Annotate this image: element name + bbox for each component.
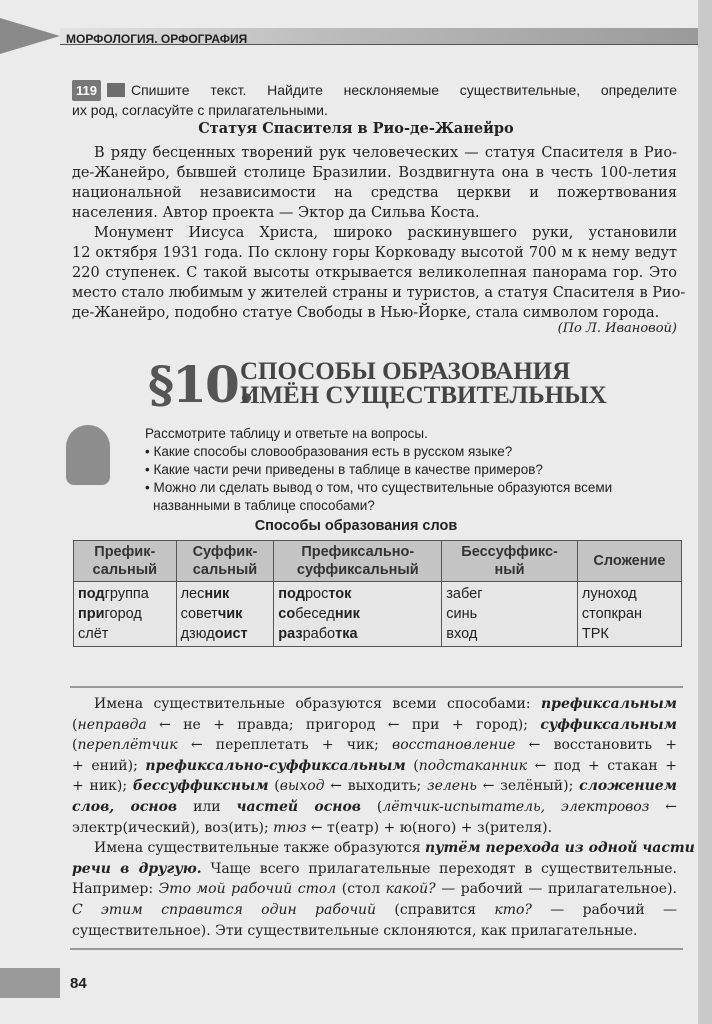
rule-line <box>72 756 677 777</box>
example-word <box>582 624 677 644</box>
example-word <box>278 604 437 624</box>
text-line: де-Жанейро, бывшей столице Бразилии. Воздвигнута она в честь 100-летия <box>72 165 677 181</box>
rule-line <box>72 715 677 736</box>
rule-segment: ( <box>405 757 419 774</box>
rule-segment: выход <box>279 778 325 795</box>
rule-segment: частей основ <box>236 799 361 815</box>
page-corner-decoration <box>0 968 60 998</box>
morpheme: тка <box>335 626 358 642</box>
rule-line <box>72 859 677 880</box>
rule-segment: слов, основ <box>72 799 178 815</box>
rule-segment: ← под + стакан + <box>527 757 677 774</box>
header-text: Суффик- <box>192 544 258 560</box>
morpheme: город <box>104 606 142 622</box>
morpheme: рос <box>304 586 329 602</box>
rule-segment: какой? <box>385 881 436 898</box>
example-word <box>278 584 437 604</box>
task-text: Спишите текст. Найдите несклоняемые существительные, определите <box>130 82 677 98</box>
morpheme: оист <box>214 626 248 642</box>
example-word <box>78 584 172 604</box>
rule-segment: зелень <box>426 778 477 795</box>
question: • Какие части речи приведены в таблице в качестве примеров? <box>145 462 543 477</box>
rule-segment: ← т(еатр) + ю(ного) + з(рителя). <box>306 819 553 836</box>
header-arrow-icon <box>0 18 60 54</box>
rule-segment: существительное). Эти существительные склоняются, как прилагательные. <box>72 922 638 939</box>
rule-line <box>72 735 677 756</box>
morpheme: ТРК <box>581 626 609 642</box>
header-text: сальный <box>192 562 258 578</box>
morpheme: группа <box>104 586 149 602</box>
rule-segment: (стол <box>336 881 386 898</box>
morpheme: раз <box>278 626 303 642</box>
rule-segment: ← <box>649 799 677 815</box>
rule-segment: Например: <box>72 881 159 898</box>
task-text-2: их род, согласуйте с прилагательными. <box>72 102 328 118</box>
table-cell <box>176 582 274 647</box>
morpheme: луноход <box>581 586 637 602</box>
text-line: В ряду бесценных творений рук человеческих — статуя Спасителя в Рио- <box>94 145 677 161</box>
table-cell <box>74 582 177 647</box>
example-word <box>446 604 573 624</box>
column-header <box>274 541 442 582</box>
text-line: населения. Автор проекта — Эктор да Сильва Коста. <box>72 205 480 221</box>
header-text: Бессуффикс- <box>461 544 558 560</box>
magnifier-character-icon <box>66 425 110 485</box>
text-line: де-Жанейро, подобно статуе Свободы в Нью-Йорке, стала символом города. <box>72 305 660 321</box>
rule-segment: лётчик-испытатель, электровоз <box>382 799 650 815</box>
example-word <box>181 584 270 604</box>
morpheme: синь <box>446 606 478 622</box>
rule-line <box>72 921 677 942</box>
exercise-task <box>72 80 677 101</box>
question: • Какие способы словообразования есть в русском языке? <box>145 444 513 459</box>
page-number: 84 <box>70 975 87 992</box>
rule-segment: — рабочий — <box>531 902 677 918</box>
header-text: Префиксально- <box>301 544 415 560</box>
rule-segment: Имена существительные образуются всеми способами: <box>94 696 541 712</box>
rule-segment: Чаще всего прилагательные переходят в существительные. <box>201 860 677 877</box>
rule-segment: неправда <box>77 716 147 733</box>
header-section: МОРФОЛОГИЯ. ОРФОГРАФИЯ <box>66 32 248 46</box>
rule-line <box>72 879 677 900</box>
rule-line <box>72 776 677 797</box>
morpheme: ток <box>328 586 352 602</box>
example-word <box>278 624 437 644</box>
morpheme: слёт <box>78 626 109 642</box>
rule-segment: речи в другую. <box>72 860 202 877</box>
rule-segment: сложением <box>579 778 677 795</box>
example-word <box>446 584 573 604</box>
rule-segment: кто? <box>494 902 532 918</box>
header-text: Префик- <box>94 544 156 560</box>
example-word <box>181 604 270 624</box>
example-word <box>78 624 172 644</box>
text-line: национальной независимости на средства церкви и пожертвования <box>72 185 677 201</box>
header-text: ный <box>494 562 525 578</box>
rule-segment: бессуффиксным <box>132 778 269 795</box>
table-row <box>74 582 682 647</box>
rule-segment: ( <box>361 799 383 815</box>
header-text: сальный <box>92 562 158 578</box>
rule-segment: путём перехода из одной части <box>425 840 695 857</box>
morpheme: забег <box>446 586 483 602</box>
rule-segment: ← переплетать + чик; <box>177 737 393 754</box>
morpheme: вход <box>446 626 478 642</box>
morpheme: лес <box>180 586 205 602</box>
rule-segment: префиксальным <box>541 696 677 712</box>
rule-segment: суффиксальным <box>540 716 677 733</box>
rule-segment: ( <box>72 716 78 733</box>
rule-line <box>72 838 695 859</box>
question: • Можно ли сделать вывод о том, что существительные образуются всеми <box>145 480 613 495</box>
example-word <box>181 624 270 644</box>
word-formation-table <box>73 540 682 647</box>
section-title-1: СПОСОБЫ ОБРАЗОВАНИЯ <box>240 358 571 385</box>
text-line: Монумент Иисуса Христа, широко раскинувшего руки, установили <box>94 225 677 241</box>
column-header <box>442 541 578 582</box>
morpheme: совет <box>180 606 218 622</box>
text-line: 12 октября 1931 года. По склону горы Корковаду высотой 700 м к нему ведут <box>72 245 677 261</box>
rule-segment: ← восстановить + <box>515 737 677 754</box>
morpheme: рабо <box>302 626 336 642</box>
rule-segment: переплётчик <box>77 737 178 754</box>
text-line: 220 ступенек. С такой высоты открывается великолепная панорама гор. Это <box>72 265 677 281</box>
column-header <box>577 541 681 582</box>
table-cell <box>442 582 578 647</box>
table-cell <box>274 582 442 647</box>
rule-segment: или <box>177 799 237 815</box>
rule-segment: С этим справится один рабочий <box>72 902 377 918</box>
table-caption: Способы образования слов <box>254 518 458 534</box>
example-word <box>582 604 677 624</box>
rule-segment: ( <box>268 778 280 795</box>
rule-segment: ← не + правда; пригород ← при + город); <box>146 716 541 733</box>
morpheme: ник <box>334 606 360 622</box>
rule-segment: + ений); <box>72 757 146 774</box>
text-title: Статуя Спасителя в Рио-де-Жанейро <box>198 120 514 137</box>
rule-segment: — рабочий — прилагательное). <box>435 881 678 898</box>
morpheme: стопкран <box>581 606 642 622</box>
rule-segment: подстаканник <box>418 757 528 774</box>
rule-segment: ( <box>72 737 78 754</box>
rule-segment: электр(ический), воз(ить); <box>72 819 274 836</box>
section-title <box>240 360 607 408</box>
rule-segment: ← выходить; <box>324 778 427 795</box>
rule-segment: тюз <box>273 819 307 836</box>
rule-line <box>72 797 677 818</box>
example-word <box>446 624 573 644</box>
rule-segment: (справится <box>376 902 495 918</box>
homework-icon <box>107 83 125 97</box>
exercise-number: 119 <box>72 80 101 101</box>
section-title-2: ИМЁН СУЩЕСТВИТЕЛЬНЫХ <box>240 382 607 409</box>
rule-line <box>72 694 677 715</box>
rule-segment: префиксально-суффиксальным <box>145 757 406 774</box>
example-word <box>78 604 172 624</box>
rule-segment: + ник); <box>72 778 133 795</box>
question-cont: названными в таблице способами? <box>153 498 375 513</box>
morpheme: под <box>78 586 105 602</box>
rule-line <box>72 818 677 839</box>
column-header <box>74 541 177 582</box>
running-header <box>60 28 700 45</box>
morpheme: бесед <box>295 606 335 622</box>
header-text: Сложение <box>593 553 666 569</box>
text-line: место стало любимым у жителей страны и туристов, а статуя Спасителя в Рио- <box>72 285 686 301</box>
section-number: §10. <box>148 355 254 414</box>
morpheme: чик <box>217 606 243 622</box>
source: (По Л. Ивановой) <box>557 321 677 336</box>
questions-intro: Рассмотрите таблицу и ответьте на вопросы. <box>145 426 428 441</box>
morpheme: ник <box>204 586 230 602</box>
table-cell <box>577 582 681 647</box>
morpheme: дзюд <box>180 626 215 642</box>
rule-segment: Это мой рабочий стол <box>158 881 337 898</box>
header-text: суффиксальный <box>296 562 419 578</box>
column-header <box>176 541 274 582</box>
example-word <box>582 584 677 604</box>
morpheme: со <box>278 606 296 622</box>
rule-segment: восстановление <box>392 737 516 754</box>
morpheme: при <box>78 606 105 622</box>
rule-segment: Имена существительные также образуются <box>94 840 425 857</box>
morpheme: под <box>278 586 305 602</box>
rule-line <box>72 900 677 921</box>
rule-segment: ← зелёный); <box>476 778 580 795</box>
